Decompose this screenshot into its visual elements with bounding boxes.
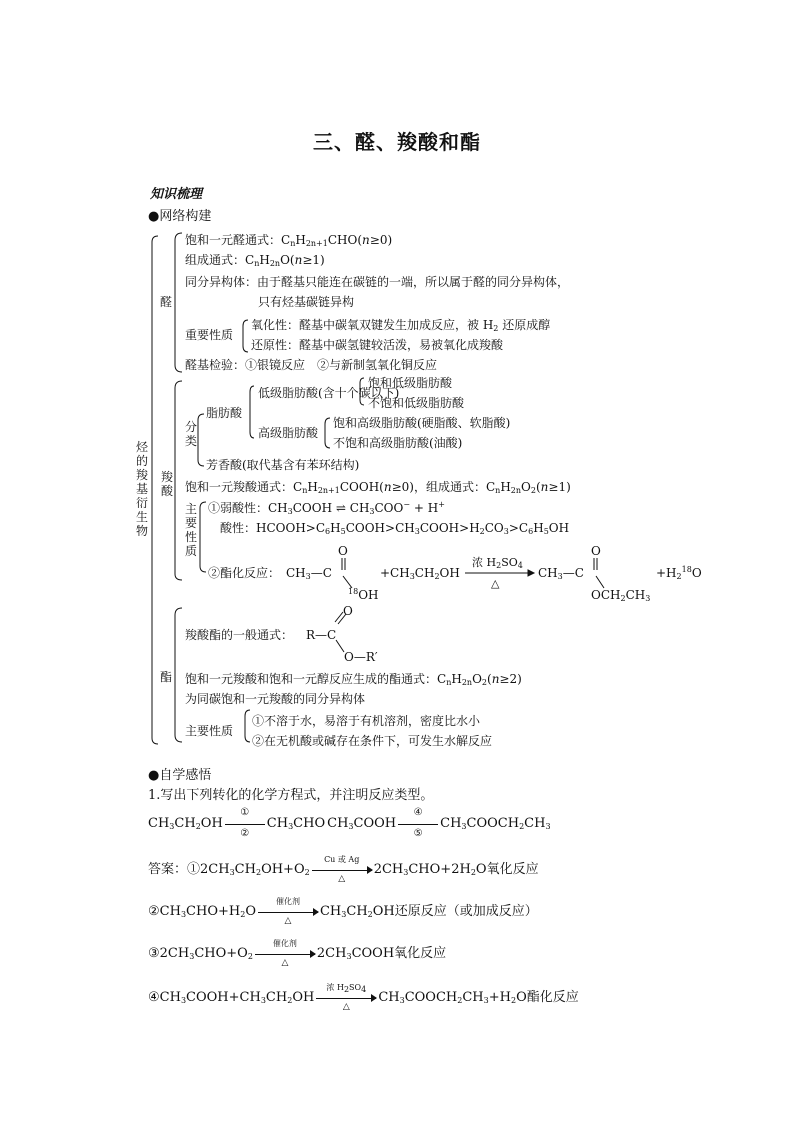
acid-esterify-mid: $+CH_3CH_2OH$ [380,566,460,581]
answer-1: 答案：$①2CH_3CH_2OH+O_2$ Cu 或 Ag △ $2CH_3CHO+2H_2O$氧化反应 [148,854,539,884]
ester-props-label: 主要性质 [185,724,234,738]
page-title: 三、醛、羧酸和酯 [313,130,481,154]
acid-class-label: 分类 [184,420,197,448]
ester-general: 羧酸酯的一般通式： [185,628,294,642]
aldehyde-formula: 饱和一元醛通式：$C_nH_{2n+1}CHO(n\ge 0)$ [185,233,393,248]
struct-ch3c-2: $CH_3—C$ [538,566,584,581]
aldehyde-prop-ox: 氧化性：醛基中碳氧双键发生加成反应，被 $H_2$ 还原成醇 [251,318,551,333]
ester-struct-or: O—R′ [344,650,378,664]
aldehyde-prop-red: 还原性：醛基中碳氢键较活泼，易被氧化成羧酸 [251,338,504,352]
acid-low-sat: 饱和低级脂肪酸 [368,376,453,390]
acid-esterify-label: ②酯化反应： [208,566,281,580]
ester-isomer: 为同碳饱和一元羧酸的同分异构体 [185,692,366,706]
acid-low-unsat: 不饱和低级脂肪酸 [368,396,465,410]
ester-formula: 饱和一元羧酸和饱和一元醇反应生成的酯通式：$C_nH_{2n}O_2(n\ge 2)$ [185,672,522,687]
section-heading-knowledge: 知识梳理 [150,187,203,202]
aldehyde-test: 醛基检验：①银镜反应 ②与新制氢氧化铜反应 [185,358,438,372]
ester-label: 酯 [160,670,173,684]
answer-4: $④CH_3COOH+CH_3CH_2OH$ 浓 $H_2SO_4$ △ $CH_3COOCH_2CH_3+H_2O$酯化反应 [148,982,579,1012]
answer-3: $③2CH_3CHO+O_2$ 催化剂 △ $2CH_3COOH$氧化反应 [148,938,447,968]
cond-bot: △ [491,577,500,590]
conversion-chain: $CH_3CH_2OH$ ① ② $CH_3CHO$ $CH_3COOH$ ④ ⑤ $CH_3COOCH_2CH_3$ [148,806,551,839]
answer-2: $②CH_3CHO+H_2O$ 催化剂 △ $CH_3CH_2OH$还原反应（或加成反应） [148,896,538,926]
acid-fatty: 脂肪酸 [206,406,243,420]
struct-oh: $^{18}$OH [348,587,379,602]
acid-aromatic: 芳香酸(取代基含有苯环结构) [206,458,360,472]
acid-low: 低级脂肪酸(含十个碳以下) [258,386,400,400]
ester-prop-1: ①不溶于水，易溶于有机溶剂，密度比水小 [252,714,481,728]
aldehyde-isomer-2: 只有烃基碳链异构 [258,295,355,309]
ester-struct-rc: R—C [306,628,337,642]
struct-ch3c-1: $CH_3—C$ [286,566,332,581]
acid-high-unsat: 不饱和高级脂肪酸(油酸) [333,436,463,450]
acid-props-label: 主要性质 [184,502,197,558]
acid-high: 高级脂肪酸 [258,426,319,440]
aldehyde-label: 醛 [160,295,173,309]
aldehyde-props-label: 重要性质 [185,328,234,342]
struct-o-1: O [338,544,348,558]
section-heading-network: ●网络构建 [148,209,212,224]
acid-label: 羧酸 [160,470,173,498]
acid-formula: 饱和一元羧酸通式：$C_nH_{2n+1}COOH(n\ge 0)$，组成通式：$C_nH_{2n}O_2(n\ge 1)$ [185,480,571,495]
question-1: 1.写出下列转化的化学方程式，并注明反应类型。 [148,788,434,803]
ester-prop-2: ②在无机酸或碱存在条件下，可发生水解反应 [252,734,493,748]
aldehyde-group-formula: 组成通式：$C_nH_{2n}O(n\ge 1)$ [185,253,325,268]
struct-o-2: O [591,544,601,558]
acid-high-sat: 饱和高级脂肪酸(硬脂酸、软脂酸) [333,416,511,430]
acid-weak: ①弱酸性：$CH_3COOH$ ⇌ $CH_3COO^- + H^+$ [208,500,445,516]
aldehyde-isomer: 同分异构体：由于醛基只能连在碳链的一端，所以属于醛的同分异构体， [185,275,570,289]
cond-top: 浓 $H_2SO_4$ [472,556,523,570]
acid-acidity: 酸性：$HCOOH>C_6H_5COOH>CH_3COOH>H_2CO_3>C_6H_5OH$ [220,521,570,536]
self-study-heading: ●自学感悟 [148,768,212,783]
root-label: 烃的羧基衍生物 [135,440,148,538]
struct-och2ch3: $OCH_2CH_3$ [591,588,651,603]
acid-esterify-end: $+H_2^{18}O$ [656,565,702,581]
ester-struct-o: O [343,604,353,618]
